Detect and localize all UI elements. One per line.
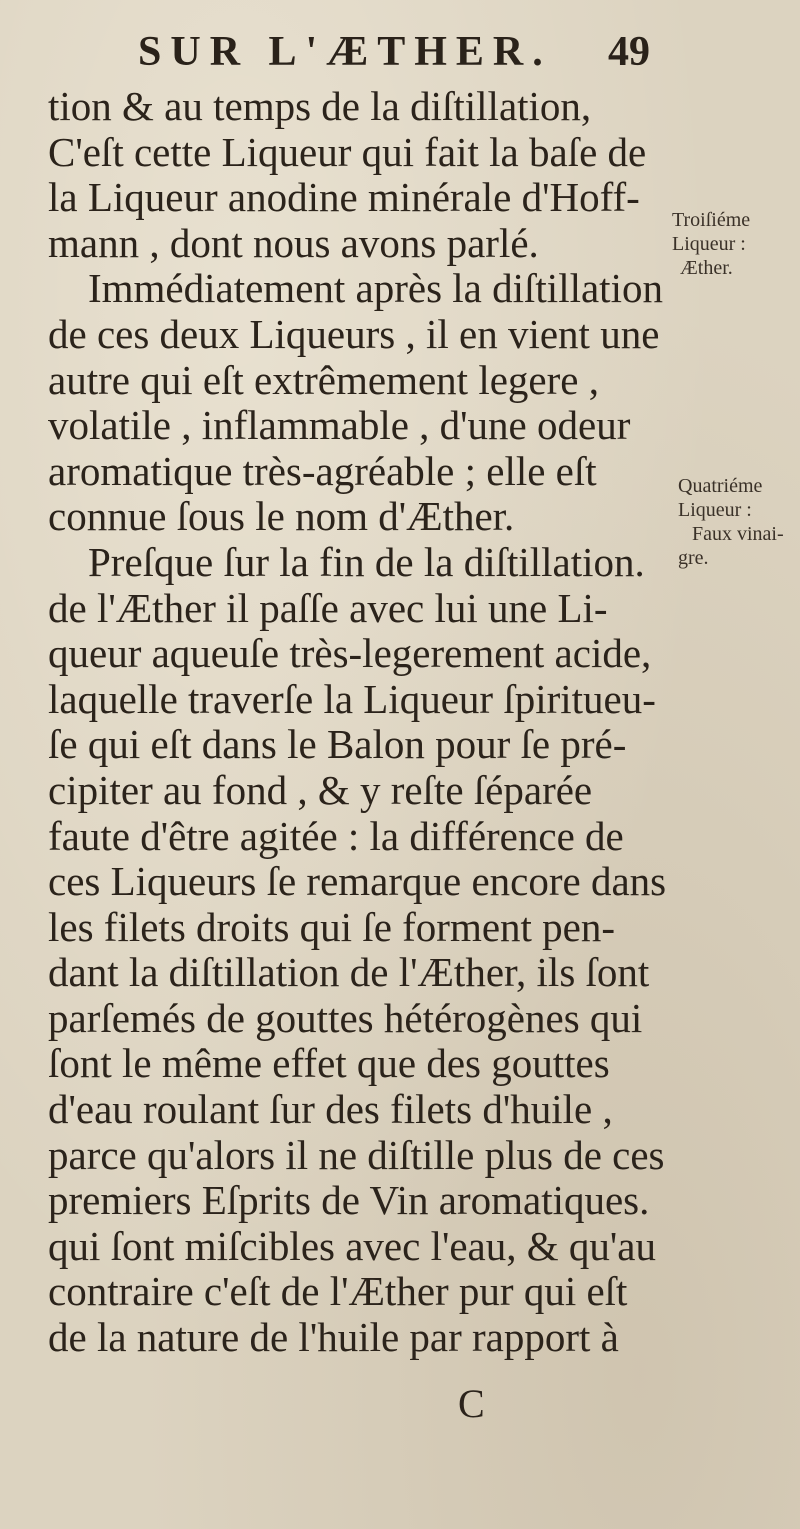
text-line: volatile , inflammable , d'une odeur — [48, 402, 631, 449]
text-line: queur aqueuſe très-legerement acide, — [48, 630, 652, 677]
body-text — [48, 84, 668, 1361]
margin-note-line: Faux vinai- — [692, 523, 784, 545]
text-line: contraire c'eſt de l'Æther pur qui eſt — [48, 1268, 628, 1315]
text-line: de l'Æther il paſſe avec lui une Li- — [48, 584, 608, 631]
text-line: dant la diſtillation de l'Æther, ils ſont — [48, 949, 650, 996]
margin-note-fourth-liquor — [678, 474, 784, 570]
text-line: d'eau roulant ſur des filets d'huile , — [48, 1086, 613, 1133]
text-line: Preſque ſur la fin de la diſtillation. — [88, 538, 645, 585]
text-line: la Liqueur anodine minérale d'Hoff- — [48, 174, 640, 221]
text-line: connue ſous le nom d'Æther. — [48, 493, 515, 540]
text-line: ces Liqueurs ſe remarque encore dans — [48, 858, 667, 905]
text-line: les filets droits qui ſe forment pen- — [48, 903, 616, 950]
text-line: de la nature de l'huile par rapport à — [48, 1314, 619, 1361]
margin-note-line: Troiſiéme — [672, 209, 751, 231]
running-head: SUR L'ÆTHER. — [138, 29, 552, 75]
text-line: mann , dont nous avons parlé. — [48, 219, 539, 266]
margin-note-line: Quatriéme — [678, 475, 763, 497]
margin-note-line: gre. — [678, 547, 709, 569]
page-number: 49 — [608, 29, 650, 75]
text-line: faute d'être agitée : la différence de — [48, 812, 624, 859]
text-line: parſemés de gouttes hétérogènes qui — [48, 994, 643, 1041]
text-line: qui ſont miſcibles avec l'eau, & qu'au — [48, 1222, 656, 1269]
text-line: laquelle traverſe la Liqueur ſpiritueu- — [48, 675, 656, 722]
text-line: premiers Eſprits de Vin aromatiques. — [48, 1177, 650, 1224]
text-line: aromatique très-agréable ; elle eſt — [48, 447, 597, 494]
margin-note-line: Æther. — [680, 257, 733, 279]
text-line: ſe qui eſt dans le Balon pour ſe pré- — [48, 721, 627, 768]
text-line: Immédiatement après la diſtillation — [88, 265, 663, 312]
text-line: tion & au temps de la diſtillation, — [48, 83, 592, 129]
text-line: autre qui eſt extrêmement legere , — [48, 356, 599, 403]
page-header — [0, 28, 800, 88]
text-line: ſont le même effet que des gouttes — [48, 1040, 610, 1087]
margin-note-line: Liqueur : — [678, 499, 752, 521]
margin-note-line: Liqueur : — [672, 233, 746, 255]
text-line: C'eſt cette Liqueur qui fait la baſe de — [48, 128, 647, 175]
text-line: parce qu'alors il ne diſtille plus de ces — [48, 1131, 665, 1178]
signature-mark: C — [458, 1381, 485, 1426]
margin-note-third-liquor — [672, 208, 750, 280]
text-line: de ces deux Liqueurs , il en vient une — [48, 310, 660, 357]
text-line: cipiter au fond , & y reſte ſéparée — [48, 766, 593, 813]
